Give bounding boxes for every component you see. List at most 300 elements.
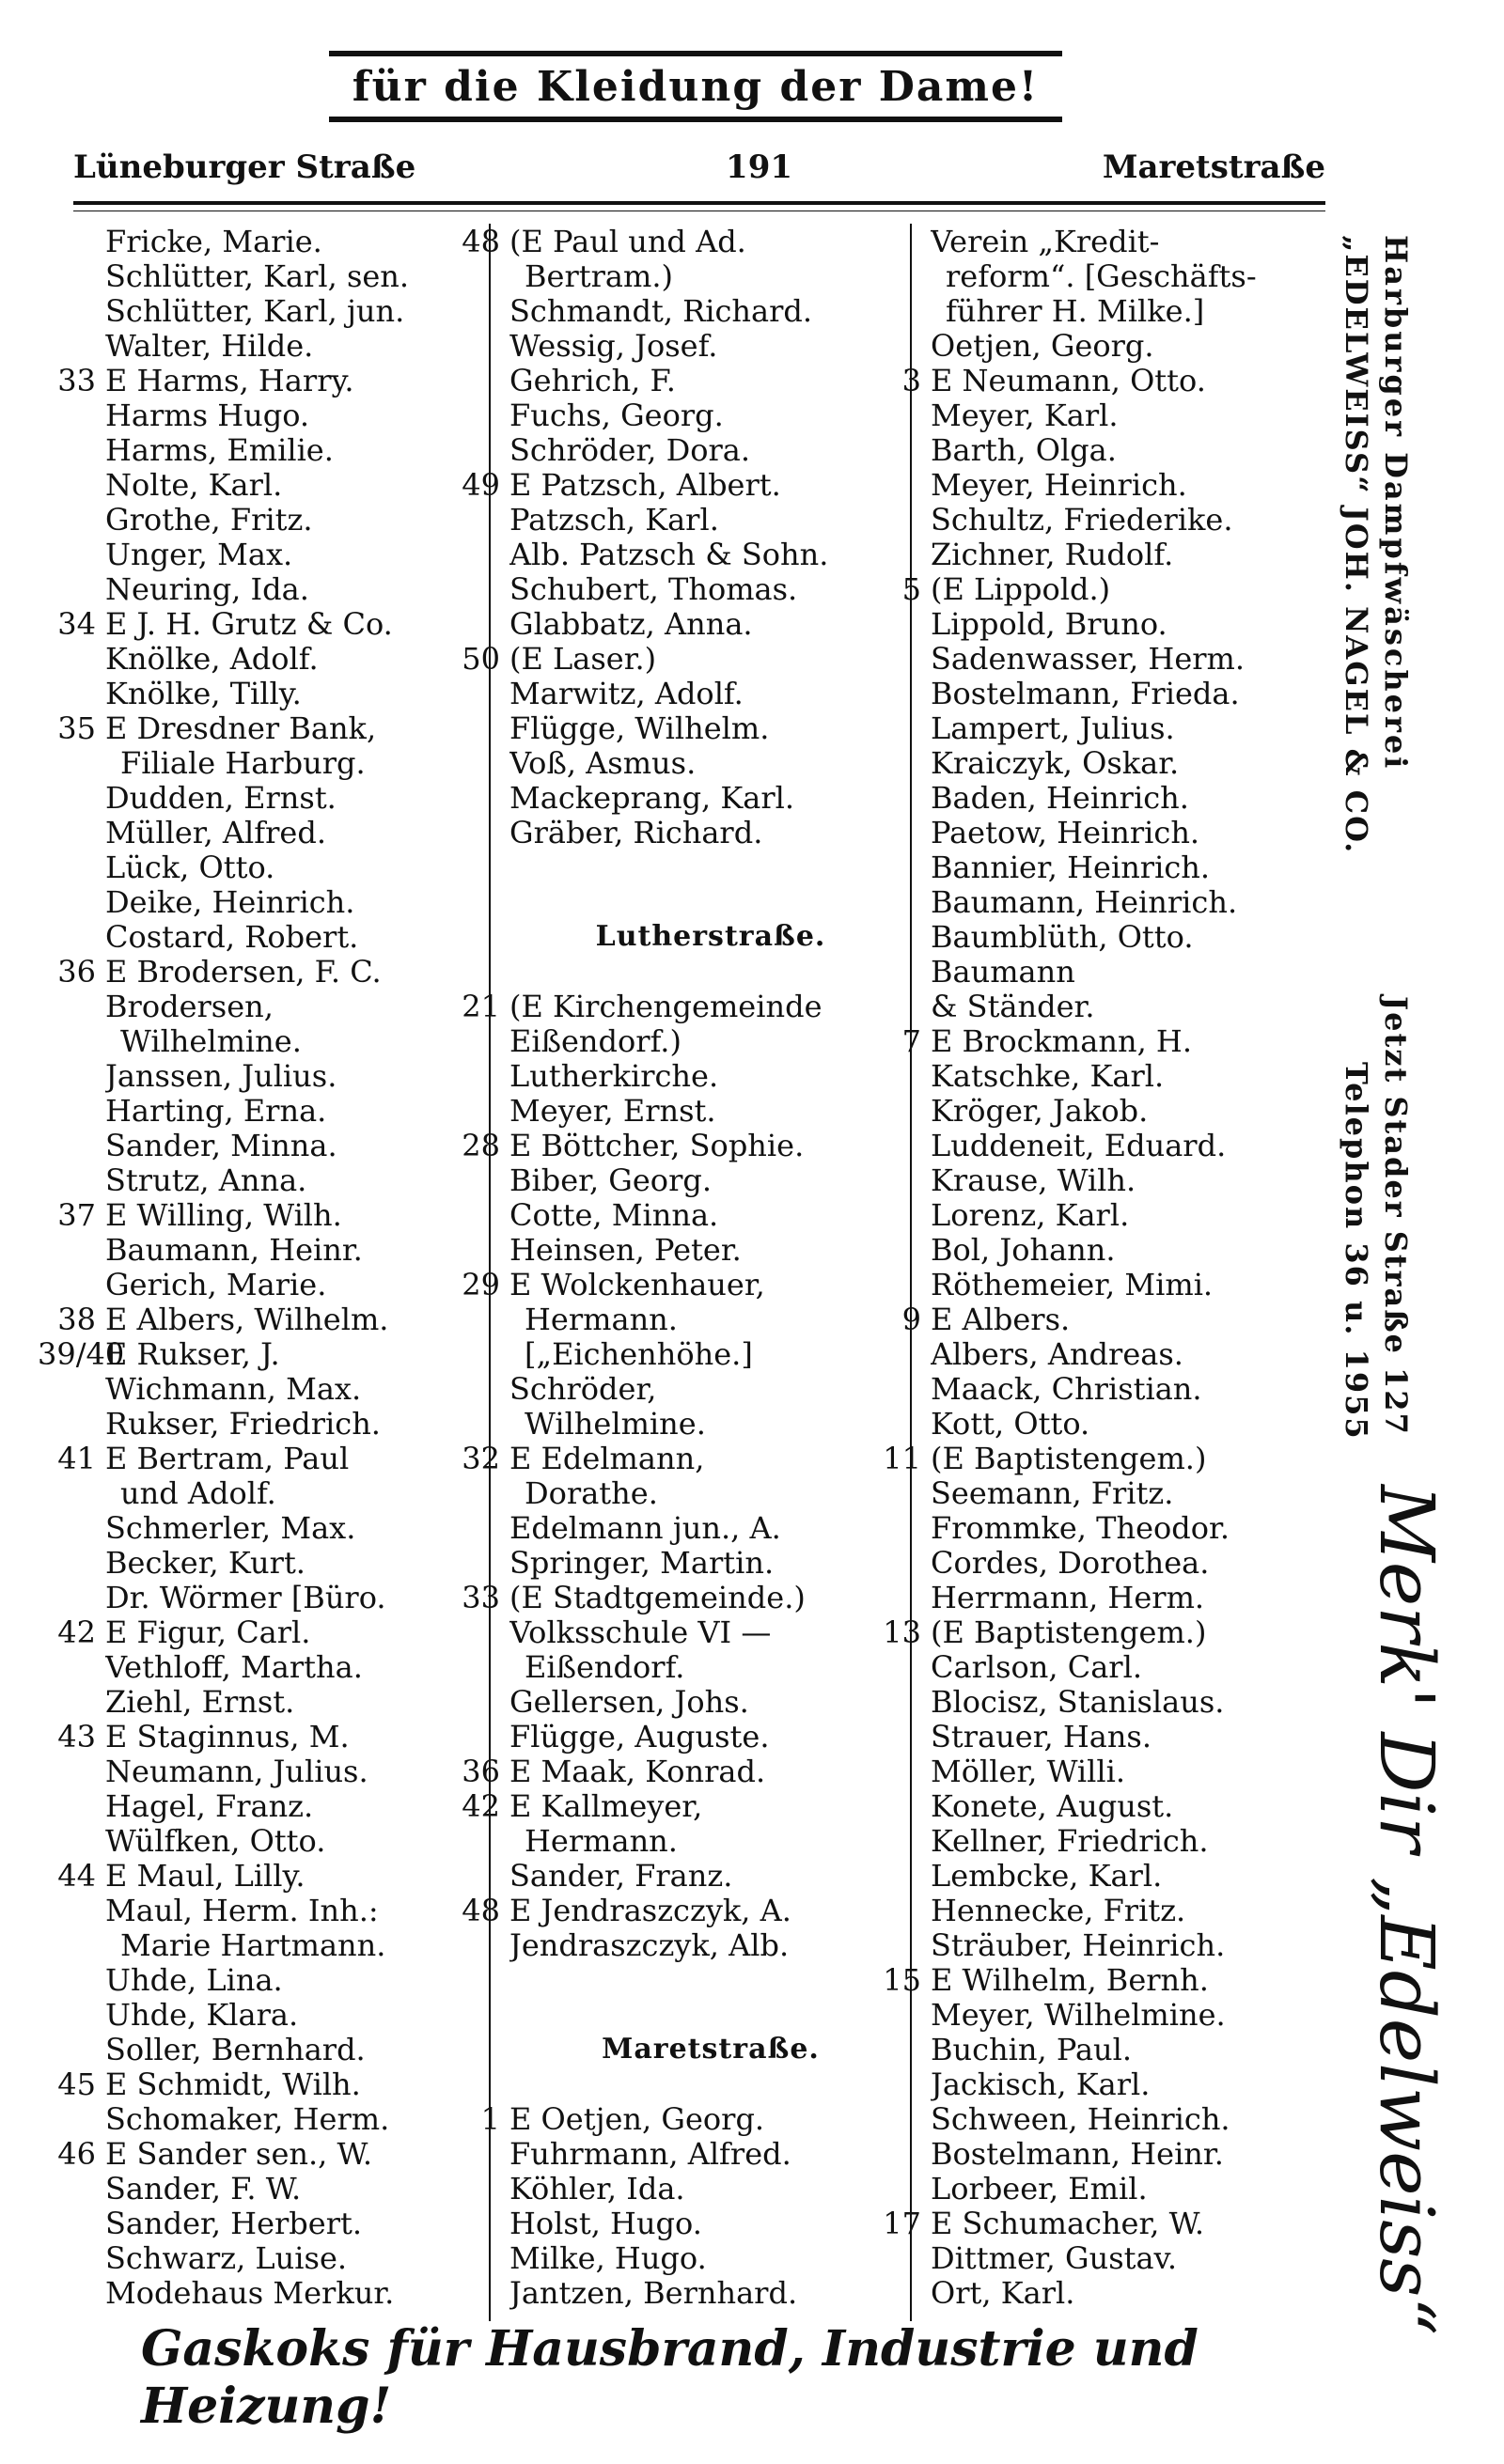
entry-text: Kellner, Friedrich. [931,1822,1209,1859]
entry-text: Eißendorf. [525,1648,685,1685]
directory-entry [863,1614,1352,1649]
entry-text: Paetow, Heinrich. [931,814,1200,850]
directory-entry [863,1267,1352,1302]
entry-text: Wichmann, Max. [105,1370,362,1407]
directory-entry [442,780,912,815]
entry-text: E J. H. Grutz & Co. [105,605,393,642]
entry-text: Voß, Asmus. [509,744,697,781]
directory-entry [442,606,912,641]
entry-text: Meyer, Heinrich. [931,466,1187,503]
entry-text: E Rukser, J. [105,1335,280,1372]
house-number: 7 [901,1022,921,1059]
directory-entry [442,989,912,1023]
directory-entry [863,432,1352,467]
house-number: 44 [57,1857,96,1894]
directory-entry [442,1788,912,1823]
directory-entry [38,1093,489,1128]
directory-entry [442,1754,912,1788]
directory-entry [38,919,489,954]
house-number: 48 [462,1892,500,1928]
entry-text: Maack, Christian. [931,1370,1202,1407]
directory-entry [38,1371,489,1406]
directory-entry [38,1510,489,1545]
entry-text: Schlütter, Karl, jun. [105,292,405,329]
directory-entry [863,363,1352,398]
entry-text: (E Baptistengem.) [931,1440,1207,1476]
entry-text: Hennecke, Fritz. [931,1892,1186,1928]
entry-text: Wilhelmine. [120,1022,302,1059]
directory-entry [863,1406,1352,1441]
directory-entry [442,2240,912,2275]
entry-text: Röthemeier, Mimi. [931,1266,1214,1302]
directory-entry [863,1927,1352,1962]
entry-text: E Jendraszczyk, A. [509,1892,791,1928]
entry-text: E Kallmeyer, [509,1787,703,1824]
entry-text: E Neumann, Otto. [931,362,1206,398]
directory-entry [863,989,1352,1023]
directory-entry [442,2171,912,2206]
entry-text: Knölke, Adolf. [105,640,319,677]
directory-entry [863,467,1352,502]
directory-entry [442,710,912,745]
entry-text: Baumblüth, Otto. [931,918,1194,955]
entry-text: Barth, Olga. [931,431,1117,468]
directory-entry [38,1232,489,1267]
page-header [73,141,1325,194]
entry-text: Albers, Andreas. [931,1335,1183,1372]
entry-text: Flügge, Wilhelm. [509,710,770,746]
directory-entry [38,884,489,919]
directory-entry [863,1649,1352,1684]
entry-text: Dorathe. [525,1474,658,1511]
entry-text: Luddeneit, Eduard. [931,1127,1227,1163]
directory-entry [442,1162,912,1197]
entry-text: & Ständer. [931,988,1095,1024]
entry-text: Maul, Herm. Inh.: [105,1892,379,1928]
entry-text: E Wolckenhauer, [509,1266,765,1302]
entry-text: Becker, Kurt. [105,1544,306,1581]
entry-text: Gräber, Richard. [509,814,763,850]
directory-entry [863,606,1352,641]
house-number: 36 [57,953,96,990]
entry-text: Schlütter, Karl, sen. [105,257,410,294]
house-number: 36 [462,1753,500,1789]
directory-entry [442,1197,912,1232]
entry-text: E Staginnus, M. [105,1718,350,1754]
entry-text: Jantzen, Bernhard. [509,2274,798,2311]
entry-text: Cordes, Dorothea. [931,1544,1210,1581]
directory-entry [863,1058,1352,1093]
directory-entry [38,363,489,398]
directory-entry [442,224,912,258]
directory-entry [863,745,1352,780]
house-number: 33 [462,1579,500,1615]
side-ad-line-3: Jetzt Stader Straße 127 [1378,996,1414,1436]
directory-entry [863,850,1352,884]
header-right-street: Maretstraße [1102,148,1325,186]
entry-text: Müller, Alfred. [105,814,326,850]
directory-entry [38,398,489,432]
entry-text: Möller, Willi. [931,1753,1125,1789]
directory-entry [863,1684,1352,1719]
entry-text: E Albers. [931,1301,1071,1337]
entry-text: Costard, Robert. [105,918,359,955]
directory-entry [38,1545,489,1580]
directory-entry [863,502,1352,537]
entry-text: Heinsen, Peter. [509,1231,742,1268]
directory-entry [863,1858,1352,1893]
entry-text: Cotte, Minna. [509,1196,719,1233]
entry-text: E Wilhelm, Bernh. [931,1961,1209,1998]
entry-text: E Bertram, Paul [105,1440,350,1476]
entry-text: Uhde, Lina. [105,1961,283,1998]
entry-text: Biber, Georg. [509,1162,713,1198]
entry-text: Kott, Otto. [931,1405,1090,1442]
directory-entry [442,1858,912,1893]
entry-text: Hagel, Franz. [105,1787,314,1824]
directory-entry [38,1475,489,1510]
entry-text: E Schumacher, W. [931,2205,1205,2241]
entry-text: Filiale Harburg. [120,744,366,781]
directory-entry [442,1510,912,1545]
directory-entry [863,1754,1352,1788]
entry-text: E Schmidt, Wilh. [105,2066,361,2102]
entry-text: Lorbeer, Emil. [931,2170,1148,2207]
directory-entry [863,1580,1352,1614]
house-number: 35 [57,710,96,746]
entry-text: Schultz, Friederike. [931,501,1233,538]
entry-text: (E Kirchengemeinde [509,988,822,1024]
house-number: 28 [462,1127,500,1163]
entry-text: Sadenwasser, Herm. [931,640,1246,677]
entry-text: Alb. Patzsch & Sohn. [509,536,829,572]
entry-text: Maretstraße. [602,2033,820,2066]
directory-entry [863,1545,1352,1580]
entry-text: Modehaus Merkur. [105,2274,395,2311]
house-number: 9 [901,1301,921,1337]
entry-text: Walter, Hilde. [105,327,314,364]
directory-entry [442,293,912,328]
directory-entry [863,2101,1352,2136]
directory-entry [38,710,489,745]
entry-text: E Brockmann, H. [931,1022,1192,1059]
house-number: 32 [462,1440,500,1476]
entry-text: Schomaker, Herm. [105,2100,390,2137]
entry-text: Nolte, Karl. [105,466,283,503]
page-number: 191 [726,148,793,186]
house-number: 3 [901,362,921,398]
entry-text: und Adolf. [120,1474,276,1511]
entry-text: (E Laser.) [509,640,657,677]
directory-entry [863,815,1352,850]
house-number: 33 [57,362,96,398]
entry-text: Baumann, Heinr. [105,1231,363,1268]
house-number: 43 [57,1718,96,1754]
entry-text: Jendraszczyk, Alb. [509,1926,790,1963]
directory-entry [863,1510,1352,1545]
directory-entry [863,1197,1352,1232]
entry-text: E Böttcher, Sophie. [509,1127,805,1163]
entry-text: Strauer, Hans. [931,1718,1152,1754]
entry-text: Baden, Heinrich. [931,779,1189,816]
entry-text: Harms Hugo. [105,397,310,433]
house-number: 15 [883,1961,921,1998]
entry-text: Kraiczyk, Oskar. [931,744,1180,781]
directory-entry [38,1023,489,1058]
entry-text: E Maak, Konrad. [509,1753,766,1789]
entry-text: Rukser, Friedrich. [105,1405,381,1442]
directory-entry [442,2066,912,2101]
directory-entry [442,258,912,293]
entry-text: (E Baptistengem.) [931,1614,1207,1650]
entry-text: Gehrich, F. [509,362,676,398]
side-ad-line-1: Harburger Dampfwäscherei [1378,235,1414,772]
entry-text: Sander, Franz. [509,1857,733,1894]
directory-entry [442,1406,912,1441]
directory-entry [442,884,912,919]
directory-entry [38,2032,489,2066]
directory-entry [442,1614,912,1649]
entry-text: Schröder, [509,1370,657,1407]
directory-entry [38,1893,489,1927]
entry-text: E Harms, Harry. [105,362,354,398]
directory-entry [442,1684,912,1719]
directory-entry [863,328,1352,363]
entry-text: E Brodersen, F. C. [105,953,382,990]
street-heading [442,919,912,954]
entry-text: Meyer, Karl. [931,397,1119,433]
directory-entry [863,780,1352,815]
directory-entry [863,2032,1352,2066]
directory-entry [442,1023,912,1058]
bottom-banner: Gaskoks für Hausbrand, Industrie und Heizung! [141,2320,1198,2435]
directory-entry [38,1684,489,1719]
directory-entry [442,2206,912,2240]
directory-entry [442,363,912,398]
entry-text: Grothe, Fritz. [105,501,313,538]
directory-entry [863,1023,1352,1058]
entry-text: Dittmer, Gustav. [931,2239,1177,2276]
entry-text: Bannier, Heinrich. [931,849,1211,885]
entry-text: Konete, August. [931,1787,1174,1824]
entry-text: Brodersen, [105,988,274,1024]
directory-entry [38,745,489,780]
entry-text: Gerich, Marie. [105,1266,327,1302]
entry-text: Verein „Kredit- [931,223,1160,259]
entry-text: Milke, Hugo. [509,2239,707,2276]
entry-text: Herrmann, Herm. [931,1579,1205,1615]
entry-text: Springer, Martin. [509,1544,775,1581]
house-number: 42 [57,1614,96,1650]
directory-entry [38,1719,489,1754]
directory-entry [442,1232,912,1267]
directory-entry [442,537,912,571]
entry-text: Wülfken, Otto. [105,1822,326,1859]
entry-text: Lembcke, Karl. [931,1857,1163,1894]
entry-text: Lutherstraße. [595,920,826,953]
directory-entry [38,1614,489,1649]
entry-text: Baumann [931,953,1075,990]
directory-entry [38,641,489,676]
directory-entry [442,1962,912,1997]
directory-entry [863,2066,1352,2101]
directory-entry [863,1302,1352,1336]
column-3 [863,224,1352,2321]
directory-entry [442,328,912,363]
entry-text: führer H. Milke.] [946,292,1205,329]
side-ad-line-4: Telephon 36 u. 1955 [1339,1062,1374,1441]
house-number: 1 [480,2100,500,2137]
entry-text: Lorenz, Karl. [931,1196,1130,1233]
directory-entry [863,1475,1352,1510]
directory-entry [38,676,489,710]
directory-entry [38,1336,489,1371]
directory-entry [863,2275,1352,2310]
entry-text: Harms, Emilie. [105,431,334,468]
directory-entry [863,1128,1352,1162]
directory-entry [442,1893,912,1927]
entry-text: E Sander sen., W. [105,2135,372,2172]
directory-entry [442,1058,912,1093]
directory-entry [38,571,489,606]
directory-entry [442,1927,912,1962]
directory-entry [863,537,1352,571]
entry-text: Patzsch, Karl. [509,501,719,538]
directory-entry [38,2240,489,2275]
entry-text: Meyer, Ernst. [509,1092,716,1129]
entry-text: Frommke, Theodor. [931,1509,1230,1546]
directory-entry [863,1823,1352,1858]
directory-entry [442,954,912,989]
directory-entry [442,1128,912,1162]
directory-entry [38,1267,489,1302]
directory-entry [38,224,489,258]
house-number: 37 [57,1196,96,1233]
entry-text: Sander, F. W. [105,2170,302,2207]
entry-text: Neumann, Julius. [105,1753,368,1789]
directory-entry [38,1197,489,1232]
directory-entry [863,1788,1352,1823]
directory-entry [38,1058,489,1093]
entry-text: [„Eichenhöhe.] [525,1335,753,1372]
entry-text: Sträuber, Heinrich. [931,1926,1226,1963]
directory-entry [442,815,912,850]
directory-entry [442,2101,912,2136]
directory-entry [442,1371,912,1406]
directory-entry [38,1441,489,1475]
entry-text: Krause, Wilh. [931,1162,1136,1198]
directory-entry [863,1893,1352,1927]
directory-entry [38,258,489,293]
top-banner: für die Kleidung der Dame! [329,51,1062,122]
directory-entry [863,1093,1352,1128]
column-2 [442,224,912,2321]
entry-text: Ziehl, Ernst. [105,1683,295,1720]
entry-text: Bostelmann, Heinr. [931,2135,1224,2172]
directory-entry [863,258,1352,293]
directory-entry [442,467,912,502]
entry-text: E Albers, Wilhelm. [105,1301,389,1337]
directory-entry [38,780,489,815]
directory-entry [38,1858,489,1893]
directory-entry [863,1719,1352,1754]
entry-text: Sander, Minna. [105,1127,337,1163]
entry-text: Oetjen, Georg. [931,327,1154,364]
entry-text: Unger, Max. [105,536,293,572]
house-number: 42 [462,1787,500,1824]
header-left-street: Lüneburger Straße [73,148,416,186]
directory-entry [442,641,912,676]
directory-entry [442,1267,912,1302]
house-number: 21 [462,988,500,1024]
entry-text: Hermann. [525,1301,678,1337]
house-number: 46 [57,2135,96,2172]
directory-entry [38,293,489,328]
entry-text: Hermann. [525,1822,678,1859]
entry-text: Wilhelmine. [525,1405,706,1442]
directory-entry [38,606,489,641]
header-rule [73,201,1325,205]
directory-entry [442,2136,912,2171]
entry-text: Schröder, Dora. [509,431,751,468]
directory-entry [38,432,489,467]
entry-text: E Figur, Carl. [105,1614,311,1650]
entry-text: Strutz, Anna. [105,1162,307,1198]
directory-entry [38,850,489,884]
entry-text: Sander, Herbert. [105,2205,363,2241]
entry-text: Janssen, Julius. [105,1057,337,1094]
entry-text: Gellersen, Johs. [509,1683,749,1720]
entry-text: Bertram.) [525,257,673,294]
column-1 [38,224,489,2321]
entry-text: (E Stadtgemeinde.) [509,1579,806,1615]
entry-text: Wessig, Josef. [509,327,718,364]
entry-text: Bostelmann, Frieda. [931,675,1240,711]
house-number: 11 [883,1440,921,1476]
house-number: 13 [883,1614,921,1650]
entry-text: Deike, Heinrich. [105,883,355,920]
directory-entry [442,1649,912,1684]
entry-text: Holst, Hugo. [509,2205,702,2241]
directory-entry [442,502,912,537]
street-heading [442,2032,912,2066]
directory-entry [38,1649,489,1684]
entry-text: Lutherkirche. [509,1057,719,1094]
directory-entry [442,398,912,432]
directory-entry [442,1823,912,1858]
directory-entry [442,1441,912,1475]
house-number: 50 [462,640,500,677]
side-ad-slogan: Merk' Dir „Edelweiss“ [1363,1485,1450,2336]
directory-entry [863,571,1352,606]
entry-text: Mackeprang, Karl. [509,779,795,816]
entry-text: Lück, Otto. [105,849,275,885]
entry-text: E Maul, Lilly. [105,1857,306,1894]
entry-text: Schubert, Thomas. [509,570,798,607]
directory-entry [442,676,912,710]
entry-text: Soller, Bernhard. [105,2031,366,2067]
directory-entry [38,502,489,537]
entry-text: Zichner, Rudolf. [931,536,1174,572]
directory-entry [863,2240,1352,2275]
directory-entry [38,815,489,850]
entry-text: Glabbatz, Anna. [509,605,753,642]
entry-text: Köhler, Ida. [509,2170,685,2207]
directory-entry [38,2275,489,2310]
directory-entry [38,2066,489,2101]
directory-entry [863,1162,1352,1197]
entry-text: Fuhrmann, Alfred. [509,2135,791,2172]
